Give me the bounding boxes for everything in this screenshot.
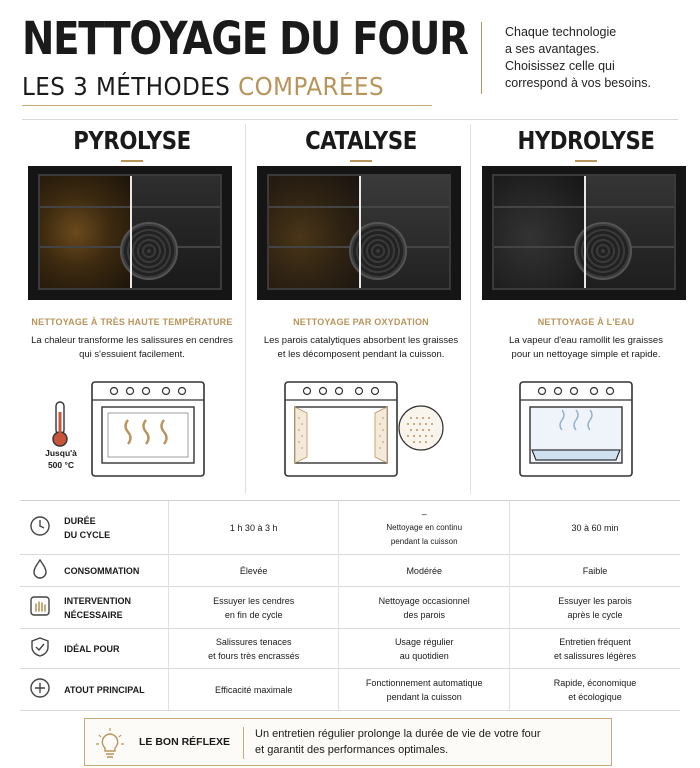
- table-cell: [339, 555, 510, 587]
- title-underline: [22, 105, 432, 106]
- cell-line: Nettoyage en continu: [386, 522, 463, 532]
- table-cell: [168, 555, 339, 587]
- table-cell: [509, 669, 680, 711]
- cell-line: pendant la cuisson: [386, 691, 462, 702]
- cell-line: 1 h 30 à 3 h: [229, 522, 278, 533]
- cell-line: Fonctionnement automatique: [365, 677, 483, 688]
- row-label-line: ATOUT PRINCIPAL: [64, 684, 145, 695]
- table-row-label: [60, 501, 168, 555]
- table-row-label: [60, 669, 168, 711]
- table-cell: [339, 669, 510, 711]
- intro-line: Chaque technologie: [505, 25, 617, 39]
- clock-icon: [29, 515, 51, 537]
- method-column-catalyse: [245, 120, 477, 498]
- cell-line: Modérée: [406, 565, 442, 576]
- row-label-line: INTERVENTION: [64, 595, 131, 606]
- cell-line: Efficacité maximale: [215, 684, 293, 695]
- cell-line: et écologique: [568, 691, 622, 702]
- thermometer-icon: [50, 400, 70, 448]
- row-label-line: NÉCESSAIRE: [64, 609, 123, 620]
- tip-divider: [243, 727, 244, 759]
- table-row-label: [60, 555, 168, 587]
- table-cell: [339, 501, 510, 555]
- table-cell: [509, 587, 680, 629]
- table-icon-cell: [20, 669, 60, 711]
- intro-text: [505, 24, 695, 92]
- cell-line: en fin de cycle: [224, 609, 283, 620]
- oven-photo-hydrolyse: [482, 166, 686, 300]
- tip-text: [255, 726, 541, 758]
- method-description: [470, 334, 700, 362]
- header-divider: [481, 22, 482, 94]
- drop-icon: [29, 558, 51, 580]
- desc-line: La vapeur d'eau ramollit les graisses: [509, 335, 663, 346]
- cell-line: après le cycle: [567, 609, 623, 620]
- table-icon-cell: [20, 555, 60, 587]
- comparison-table: [20, 500, 680, 711]
- cell-line: au quotidien: [399, 650, 449, 661]
- row-label-line: CONSOMMATION: [64, 565, 140, 576]
- cell-line: des parois: [403, 609, 445, 620]
- intro-line: a ses avantages.: [505, 42, 600, 56]
- table-cell: [339, 629, 510, 669]
- method-underline: [350, 160, 372, 162]
- method-title: HYDROLYSE: [517, 126, 655, 155]
- method-column-hydrolyse: [470, 120, 700, 498]
- cell-line: et salissures légères: [553, 650, 636, 661]
- thermometer-label-line: 500 °C: [47, 460, 75, 470]
- table-row: [20, 501, 680, 555]
- desc-line: La chaleur transforme les salissures en cendres: [31, 335, 233, 346]
- table-row: [20, 629, 680, 669]
- table-row: [20, 555, 680, 587]
- method-title: CATALYSE: [305, 126, 417, 155]
- cell-line: Faible: [582, 565, 608, 576]
- row-label-line: IDÉAL POUR: [64, 643, 120, 654]
- method-feature: NETTOYAGE À L'EAU: [537, 317, 635, 327]
- table-row-label: [60, 587, 168, 629]
- thermometer-label: [30, 447, 92, 471]
- method-description: [16, 334, 248, 362]
- cell-line: Essuyer les cendres: [213, 595, 295, 606]
- row-label-line: DURÉE: [64, 515, 96, 526]
- table-icon-cell: [20, 629, 60, 669]
- intro-line: Choisissez celle qui: [505, 59, 615, 73]
- desc-line: et les décomposent pendant la cuisson.: [277, 349, 445, 360]
- table-row: [20, 669, 680, 711]
- tip-box: [84, 718, 612, 766]
- table-cell: [339, 587, 510, 629]
- tip-label: LE BON RÉFLEXE: [139, 736, 231, 748]
- row-label-line: DU CYCLE: [64, 529, 111, 540]
- desc-line: pour un nettoyage simple et rapide.: [511, 349, 661, 360]
- intro-line: correspond à vos besoins.: [505, 76, 651, 90]
- cell-line: Rapide, économique: [553, 677, 637, 688]
- plus-circle-icon: [29, 677, 51, 699]
- cell-line: pendant la cuisson: [390, 536, 458, 546]
- cell-line: Usage régulier: [394, 636, 454, 647]
- cell-line: –: [421, 508, 427, 519]
- method-title: PYROLYSE: [73, 126, 191, 155]
- tip-line: Un entretien régulier prolonge la durée de vie de votre four: [255, 728, 541, 740]
- cell-line: Essuyer les parois: [558, 595, 632, 606]
- page-subtitle: [22, 72, 384, 101]
- method-feature: NETTOYAGE À TRÈS HAUTE TEMPÉRATURE: [31, 317, 233, 327]
- table-cell: [168, 629, 339, 669]
- table-row-label: [60, 629, 168, 669]
- method-underline: [121, 160, 143, 162]
- lightbulb-icon: [95, 727, 125, 759]
- hand-icon: [29, 595, 51, 617]
- subtitle-part2: COMPARÉES: [238, 72, 385, 101]
- table-cell: [509, 629, 680, 669]
- subtitle-part1: LES 3 MÉTHODES: [22, 72, 239, 101]
- thermometer-label-line: Jusqu'à: [45, 448, 77, 458]
- table-row: [20, 587, 680, 629]
- cell-line: Entretien fréquent: [559, 636, 631, 647]
- oven-photo-catalyse: [257, 166, 461, 300]
- cell-line: Salissures tenaces: [215, 636, 292, 647]
- method-feature: NETTOYAGE PAR OXYDATION: [293, 317, 429, 327]
- oven-diagram-catalyse: [245, 380, 477, 480]
- table-cell: [168, 501, 339, 555]
- tip-line: et garantit des performances optimales.: [255, 744, 449, 756]
- cell-line: 30 à 60 min: [571, 522, 619, 533]
- table-icon-cell: [20, 587, 60, 629]
- table-cell: [509, 555, 680, 587]
- shield-check-icon: [29, 636, 51, 658]
- cell-line: et fours très encrassés: [208, 650, 300, 661]
- desc-line: qui s'essuient facilement.: [79, 349, 185, 360]
- page-title: NETTOYAGE DU FOUR: [22, 12, 468, 65]
- table-cell: [168, 587, 339, 629]
- cell-line: Nettoyage occasionnel: [378, 595, 470, 606]
- desc-line: Les parois catalytiques absorbent les graisses: [263, 335, 459, 346]
- method-underline: [575, 160, 597, 162]
- oven-photo-pyrolyse: [28, 166, 232, 300]
- table-cell: [509, 501, 680, 555]
- oven-diagram-hydrolyse: [470, 380, 700, 480]
- cell-line: Élevée: [239, 565, 268, 576]
- method-description: [245, 334, 477, 362]
- table-icon-cell: [20, 501, 60, 555]
- table-cell: [168, 669, 339, 711]
